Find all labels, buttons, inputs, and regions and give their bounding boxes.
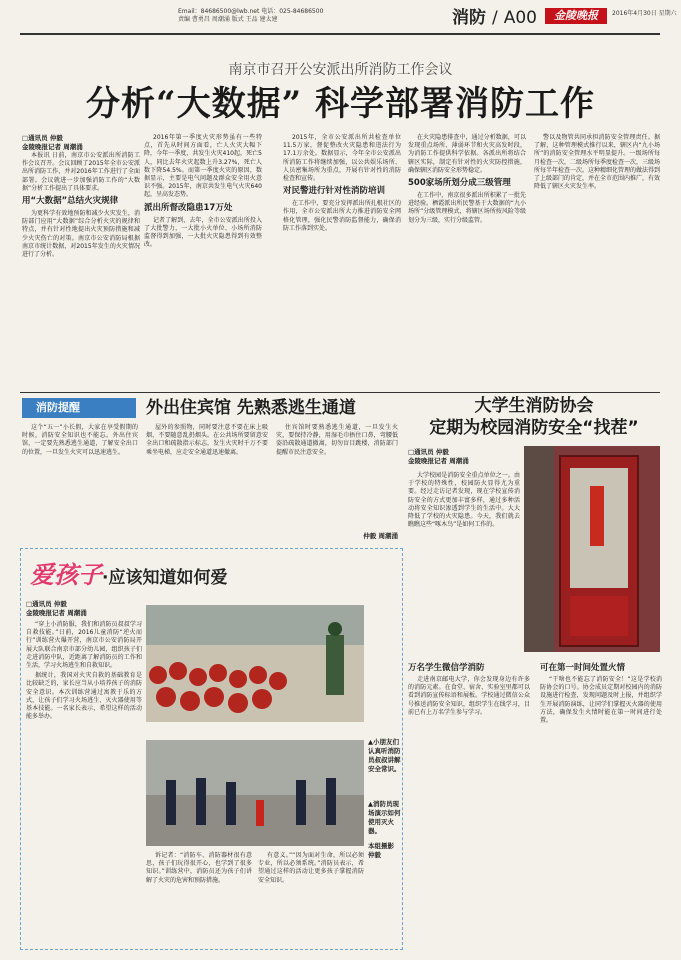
campus-column-1 — [408, 448, 520, 529]
campus-headline-1: 大学生消防协会 — [474, 396, 594, 416]
love-title — [30, 560, 390, 593]
love-title-stylized: 爱孩子 — [30, 560, 102, 589]
tip-col1-text: 这个“五一”小长假，大家在享受假期的时候，消防安全知识也不能忘。外出住宾馆，一定要先熟悉逃生通道，了解安全出口的位置，一旦发生火灾可以迅速逃生。 — [22, 424, 138, 456]
children-lecture-illustration — [146, 605, 364, 722]
photo-extinguisher-demo — [146, 740, 364, 846]
campus-headline-2: 定期为校园消防安全“找茬” — [429, 418, 639, 438]
story1-byline-2: 金陵晚报记者 周潮涌 — [22, 143, 83, 151]
extinguisher-demo-illustration — [146, 740, 364, 846]
story1-kicker: 南京市召开公安派出所消防工作会议 — [228, 62, 453, 78]
love-column-1 — [26, 600, 142, 721]
story1-col4b-text: 在工作中，南京很多派出所积累了一批先进经验。栖霞派出所民警基于大数据的“九小场所”分级管理模式，将辖区场所按风险等级划分为三级，实行分级监管。 — [408, 192, 526, 224]
masthead-contact — [178, 8, 368, 24]
story1-subhead-1: 用“大数据”总结火灾规律 — [22, 196, 119, 207]
page-number: A00 — [503, 8, 537, 28]
campus-subhead-left: 万名学生微信学消防 — [408, 663, 485, 673]
tip-col2-text: 屋外的参照物，同时要注意不要在床上吸烟，不要随意乱扔烟头。在公共场所要留意安全出口和疏散指示标志，发生火灾时千万不要乘坐电梯，应走安全通道迅速撤离。 — [146, 424, 268, 456]
issue-date: 2016年4月30日 星期六 — [612, 10, 677, 17]
tip-headline: 外出住宾馆 先熟悉逃生通道 — [146, 398, 356, 418]
tip-byline: 仲毅 周潮涌 — [363, 532, 398, 540]
campus-subhead-right: 可在第一时间处置火情 — [540, 663, 626, 673]
tip-tag: 消防提醒 — [22, 398, 136, 418]
love-title-rest: ·应该知道如何爱 — [102, 568, 228, 588]
campus-intro-text: 大学校园是消防安全重点单位之一。由于学校的特殊性，校园防火显得尤为重要。经过走访记者发现，现在学校宣传消防安全的方式更加丰富多样，通过多种活动将安全知识渗透到学生的生活中。大大降低了学校的火灾隐患。今天，我们就去瞧瞧这些“啄木鸟”是如何工作的。 — [408, 472, 520, 529]
story1-col4-text: 在火灾隐患排查中，通过分析数据，可以发现重点场所、薄弱环节和火灾高发时段，为消防工作提供科学依据。各派出所将结合辖区实际，制定有针对性的火灾防控措施，确保辖区消防安全形势稳定。 — [408, 134, 526, 174]
story1-column-1 — [22, 134, 140, 259]
story1-byline-1: □通讯员 仲毅 — [22, 134, 63, 142]
header-rule — [20, 33, 660, 35]
campus-byline-2: 金陵晚报记者 周潮涌 — [408, 457, 469, 465]
caption-photo-2: ▲消防员现场演示如何使用灭火器。 — [368, 800, 401, 835]
story1-col3-text: 2015年，全市公安派出所共检查单位11.5万家，督促整改火灾隐患和违法行为17.1万余处。数据显示，今年全市公安派出所消防工作将继续加强，以公共娱乐场所、人员密集场所为重点，开展有针对性的消防检查和宣传。 — [283, 134, 401, 183]
masthead-email: Email：84686500@lwb.net 电话：025-84686500 — [178, 8, 324, 15]
story1-column-5 — [534, 134, 660, 191]
love-byline-2: 金陵晚报记者 周潮涌 — [26, 609, 87, 617]
story1-col3b-text: 在工作中，要充分发挥派出所扎根社区的作用，全市公安派出所大力推进消防安全网格化管理，强化民警消防监督能力，确保消防工作落到实处。 — [283, 200, 401, 232]
story1-subhead-4: 500家场所划分成三级管理 — [408, 178, 511, 189]
tip-col3-text: 住宾馆时要熟悉逃生通道，一旦发生火灾，要保持冷静，用湿毛巾捂住口鼻，弯腰低姿沿疏散通道撤离，切勿盲目跳楼，消防部门提醒市民注意安全。 — [276, 424, 398, 456]
love-col2-text: 诉记者：“消防车、消防器材很有意思，孩子们玩得很开心，也学到了很多知识。”训练营中，消防员还为孩子们讲解了火灾的危害和预防措施。 — [146, 852, 252, 884]
love-col3-text: 有意义。”“因为面对生命，所以必须专业，所以必须系统。”消防员表示，希望通过这样的活动让更多孩子掌握消防安全知识。 — [258, 852, 364, 884]
photo-credit: 本组摄影 仲毅 — [368, 842, 394, 859]
photo-fire-cabinet — [524, 446, 660, 652]
caption-photo-1: ▲小朋友们认真听消防员叔叔讲解安全常识。 — [368, 738, 401, 773]
masthead-editors: 责编 曹勇昌 周潮涌 版式 王品 建太建 — [178, 16, 278, 23]
story1-col5-text: 警以及物管共同承担消防安全管理责任。据了解，这种管理模式推行以来，辖区内“九小场所”的消防安全管理水平明显提升。一级场所每月检查一次，二级场所每季度检查一次，三级场所每半年检查一次。这种精细化管理的做法得到了上级部门的肯定，并在全市范围内推广，有效降低了辖区火灾发生率。 — [534, 134, 661, 191]
story1-column-2 — [144, 134, 262, 249]
story1-column-3 — [283, 134, 401, 233]
campus-col-left-text: 走进南京邮电大学，你会发现身边有许多的消防元素。在食堂、宿舍、实验室里都可以看到消防宣传标语和展板。学校通过微信公众号推送消防安全知识，组织学生在线学习，目前已有上万名学生参与学习。 — [408, 676, 530, 716]
story1-subhead-3: 对民警进行针对性消防培训 — [283, 186, 386, 197]
story1-bottom-rule — [20, 392, 660, 393]
story1-column-4 — [408, 134, 526, 225]
story1-col1-text: 本报讯 日前，南京市公安派出所消防工作会议召开。会议回顾了2015年全市公安派出所消防工作，并对2016年工作进行了全面部署。会议就进一步加强消防工作的“大数据”分析工作提出了具体要求。 — [22, 152, 140, 192]
story1-headline: 分析“大数据” 科学部署消防工作 — [86, 84, 595, 124]
story1-subhead-2: 派出所督改隐患17万处 — [144, 202, 233, 213]
campus-byline-1: □通讯员 仲毅 — [408, 448, 449, 456]
story1-col2b-text: 记者了解到，去年，全市公安派出所投入了大批警力，一大批小火单位、小场所消防监督得到加强，一大批火灾隐患得到有效整改。 — [144, 216, 262, 249]
love-byline-1: □通讯员 仲毅 — [26, 600, 67, 608]
love-col1b-text: 据统计，我国对火灾自救的基础教育是比较缺乏的，家长应当从小培养孩子的消防安全意识。本次训练营通过寓教于乐的方式，让孩子们学习火场逃生、灭火器使用等基本技能。一名家长表示，希望这样的活动能多举办。 — [26, 672, 142, 721]
love-col1-text: “穿上小消防服，我们和消防员叔叔学习自救技能。”日前，2016儿童消防“逆火而行”训练营火爆开营，南京市公安消防局开展大队联合南京市部分幼儿园，组织孩子们走进消防中队，近距离了解消防员的工作和生活，学习火场逃生和自救知识。 — [26, 621, 142, 670]
section-name: 消防 / A00 — [452, 8, 537, 28]
newspaper-logo: 金陵晚报 — [545, 8, 607, 24]
story1-col2-text: 2016年第一季度火灾形势虽有一些特点，首先从时间方面看，亡人火灾大幅下降，今年一季度，共发生火灾410起，死亡5人，同比去年火灾起数上升3.27%，死亡人数下降54.5%。而第一季度火灾的原因，数据显示，主要是电气问题及群众安全用火意识不强。2015年，南京共发生电气火灾640起，呈高发态势。 — [144, 134, 262, 199]
photo-children-lecture — [146, 605, 364, 722]
campus-col-right-text: “干啥也不能忘了消防安全！”这是学校消防协会的口号。协会成员定期对校园内的消防设施进行检查，发现问题及时上报，并组织学生开展消防演练，让同学们掌握灭火器的使用方法，确保发生火情时能在第一时间进行处置。 — [540, 676, 662, 725]
fire-cabinet-illustration — [524, 446, 660, 652]
story1-col1b-text: 为更科学有效地预防和减少火灾发生，消防部门应用“大数据”综合分析火灾的规律和特点，并有针对性地提出火灾预防措施和减少火灾伤亡的对策。南京市公安消防局根据南京市统计数据，对2015年发生的火灾情况进行了分析。 — [22, 210, 140, 259]
